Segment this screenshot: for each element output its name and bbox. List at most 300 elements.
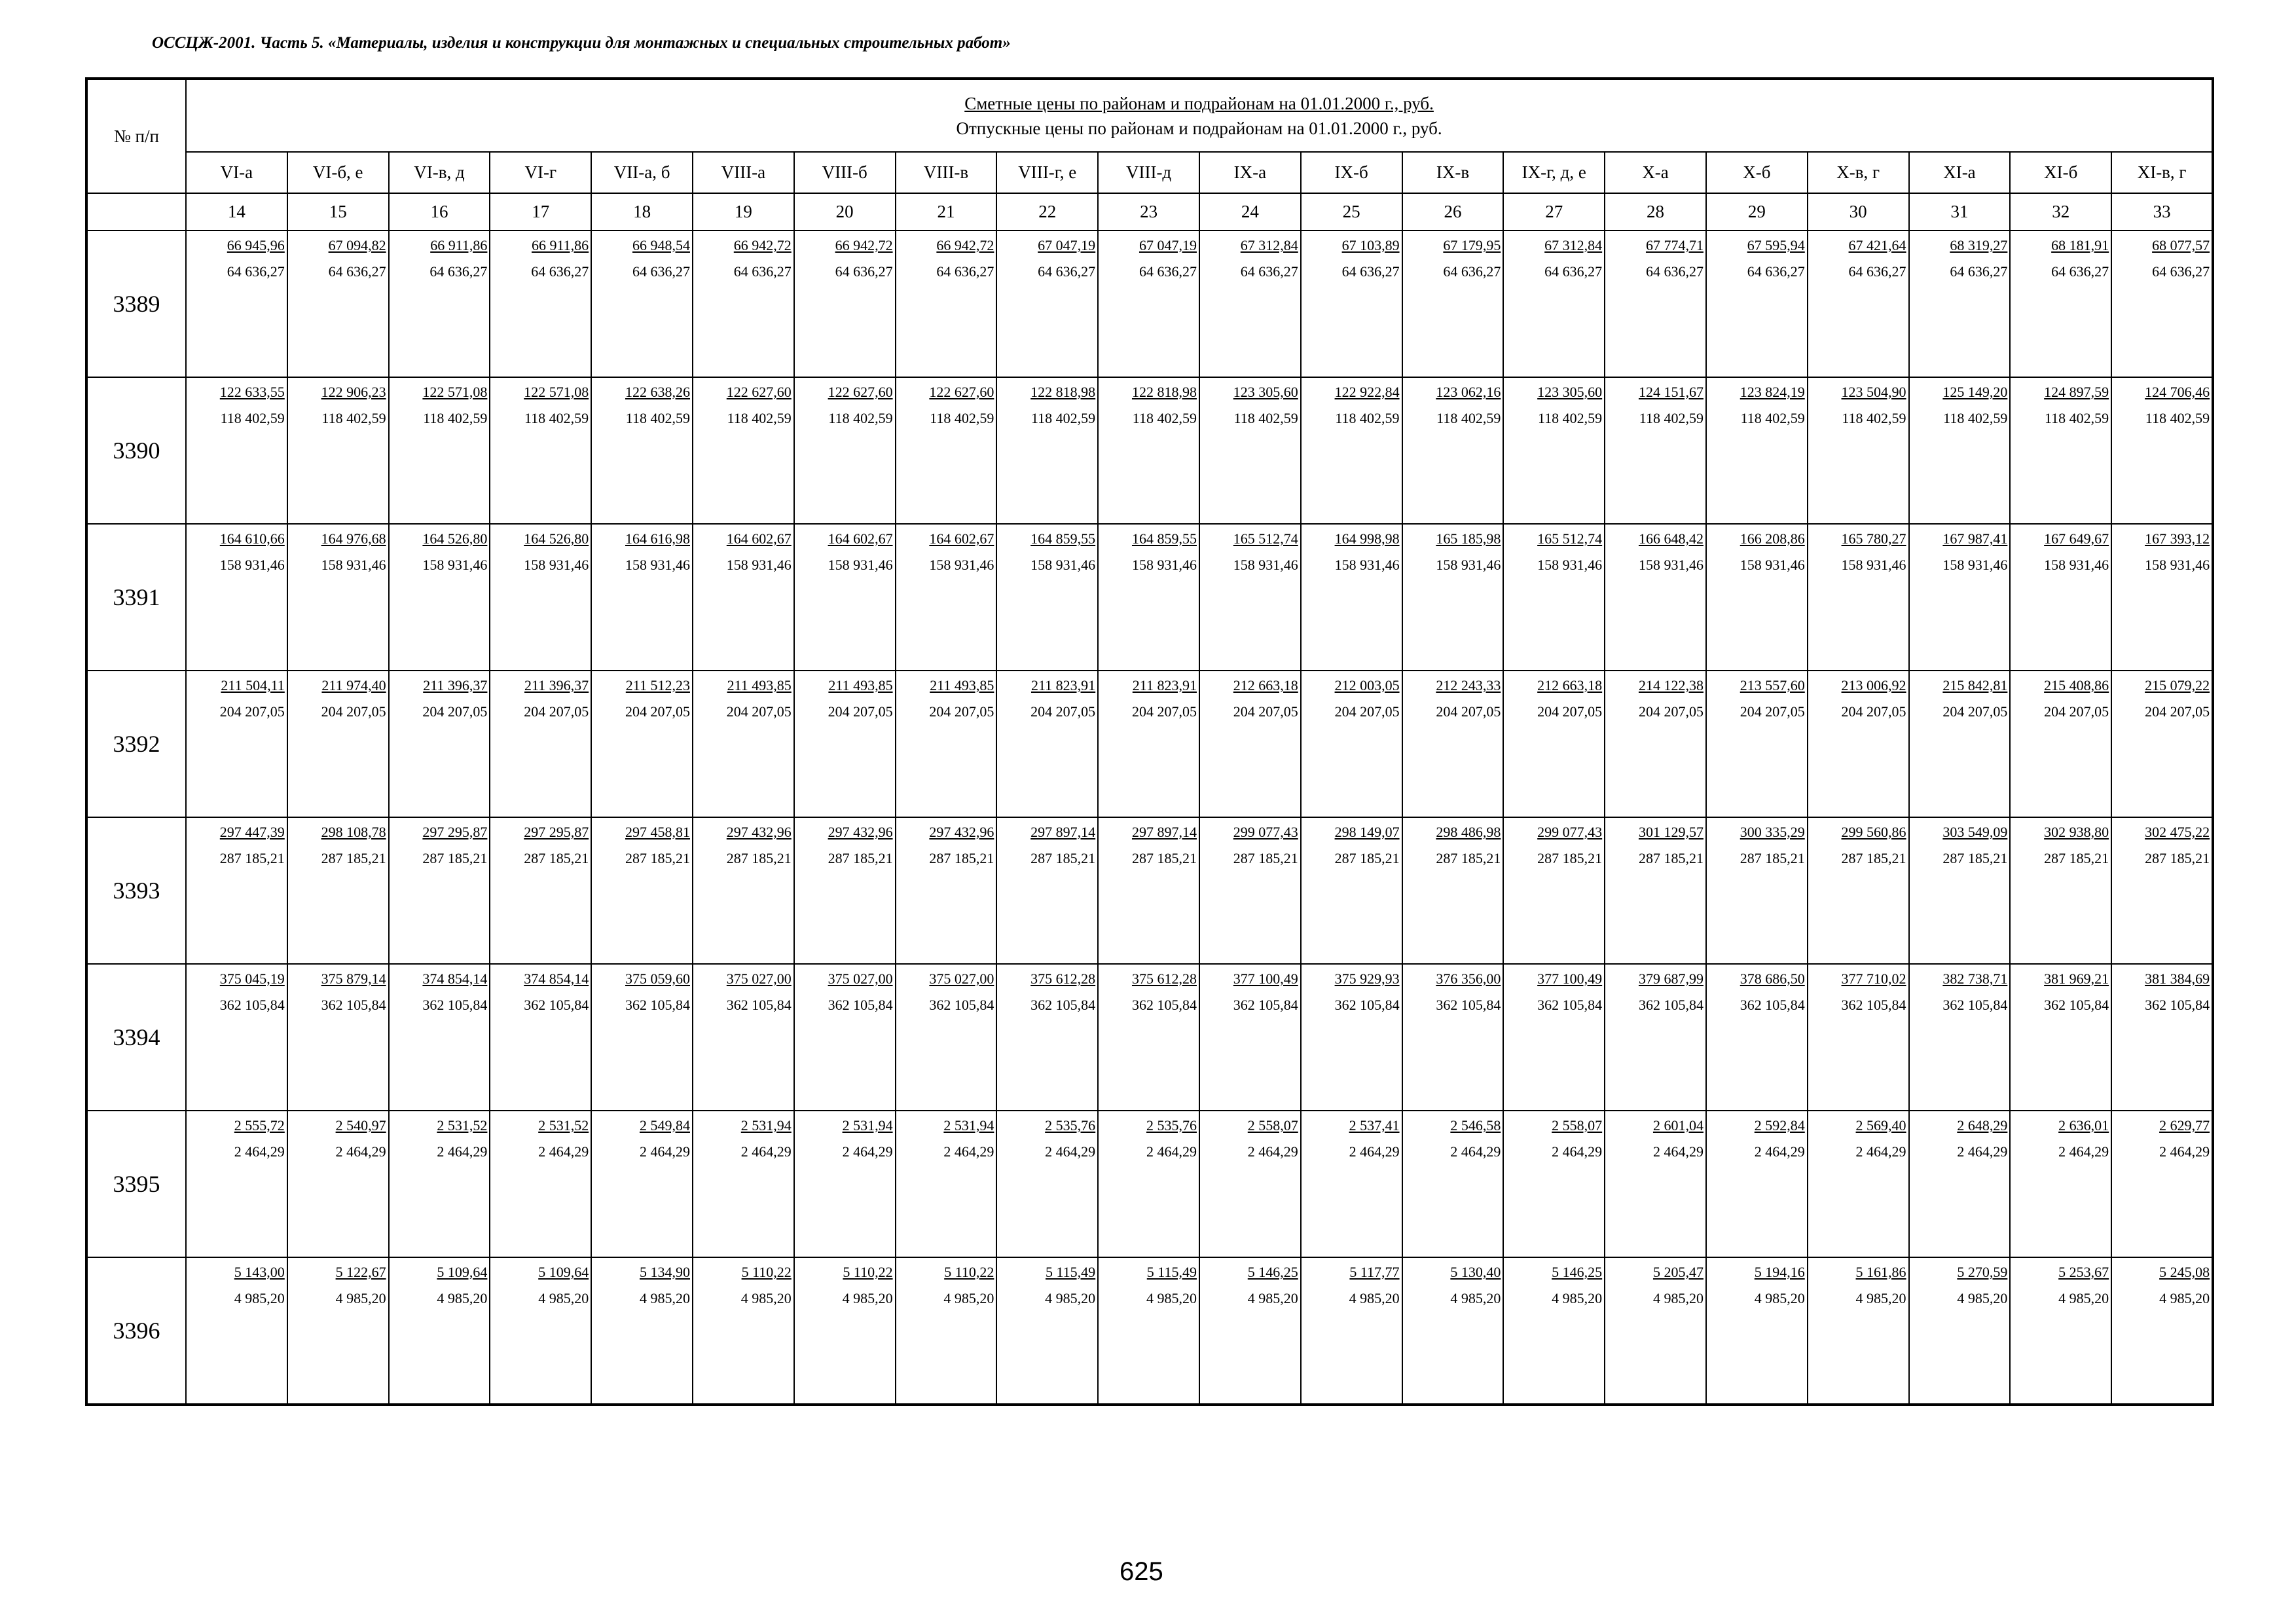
row-number: 3395 [86,1111,186,1257]
estimate-price: 375 612,28 [1030,970,1096,987]
price-cell [287,231,389,377]
column-number: 31 [1909,193,2011,231]
price-cell [490,964,591,1111]
price-cell [693,231,794,377]
release-price: 118 402,59 [828,410,893,426]
release-price: 64 636,27 [1747,263,1805,280]
price-cell [1199,377,1301,524]
title-row [86,79,2213,152]
release-price: 2 464,29 [1754,1143,1805,1160]
estimate-price: 67 047,19 [1038,237,1096,253]
price-cell [1909,524,2011,671]
estimate-price: 2 546,58 [1450,1117,1501,1134]
price-cell [1098,817,1199,964]
price-cell [2111,377,2213,524]
price-cell [1301,817,1402,964]
release-price: 362 105,84 [321,997,386,1013]
estimate-price: 213 557,60 [1740,677,1805,693]
price-cell [1605,1257,1706,1405]
release-price: 64 636,27 [632,263,690,280]
release-price: 4 985,20 [437,1290,488,1306]
column-number: 20 [794,193,896,231]
release-price: 64 636,27 [1848,263,1906,280]
column-number: 29 [1706,193,1808,231]
column-number: 28 [1605,193,1706,231]
release-price: 118 402,59 [1740,410,1805,426]
price-cell [693,524,794,671]
release-price: 4 985,20 [1146,1290,1197,1306]
release-price: 158 931,46 [1436,557,1501,573]
estimate-price: 2 531,94 [943,1117,994,1134]
release-price: 118 402,59 [1030,410,1096,426]
release-price: 2 464,29 [2058,1143,2109,1160]
price-cell [1199,1111,1301,1257]
price-cell [693,671,794,817]
estimate-price: 2 531,52 [437,1117,488,1134]
release-price: 118 402,59 [1639,410,1704,426]
estimate-price: 5 205,47 [1652,1264,1704,1280]
price-cell [2111,964,2213,1111]
price-cell [1199,1257,1301,1405]
release-price: 287 185,21 [1841,850,1906,866]
estimate-price: 5 117,77 [1349,1264,1400,1280]
estimate-price: 2 531,52 [538,1117,589,1134]
price-cell [186,1257,287,1405]
price-cell [186,964,287,1111]
estimate-price: 66 911,86 [532,237,589,253]
price-cell [896,817,997,964]
price-cell [1706,377,1808,524]
estimate-price: 66 942,72 [733,237,792,253]
price-cell [1503,524,1605,671]
price-cell [1098,671,1199,817]
price-cell [1808,964,1909,1111]
region-header: VIII-б [794,152,896,193]
estimate-price: 67 421,64 [1848,237,1906,253]
estimate-price: 212 003,05 [1334,677,1400,693]
price-cell [2111,671,2213,817]
estimate-price: 297 447,39 [219,824,285,840]
release-price: 118 402,59 [1537,410,1603,426]
estimate-price: 375 045,19 [219,970,285,987]
estimate-price: 211 823,91 [1132,677,1197,693]
release-price: 118 402,59 [2145,410,2210,426]
column-number: 14 [186,193,287,231]
region-header: VI-г [490,152,591,193]
estimate-price: 68 077,57 [2152,237,2210,253]
release-price: 204 207,05 [625,703,690,720]
release-price: 118 402,59 [1842,410,1906,426]
price-cell [996,817,1098,964]
release-price: 158 931,46 [219,557,285,573]
price-cell [287,671,389,817]
price-cell [1909,1257,2011,1405]
price-cell [287,524,389,671]
estimate-price: 298 108,78 [321,824,386,840]
row-number: 3390 [86,377,186,524]
table-row [86,1111,2213,1257]
price-cell [490,524,591,671]
release-price: 287 185,21 [1436,850,1501,866]
price-cell [996,231,1098,377]
price-cell [1301,1257,1402,1405]
estimate-price: 375 027,00 [726,970,792,987]
estimate-price: 297 432,96 [726,824,792,840]
release-price: 2 464,29 [1552,1143,1603,1160]
estimate-price: 164 859,55 [1030,530,1096,547]
estimate-price: 5 109,64 [538,1264,589,1280]
estimate-price: 2 569,40 [1855,1117,1906,1134]
price-cell [1098,231,1199,377]
row-number: 3392 [86,671,186,817]
price-cell [490,1257,591,1405]
estimate-price: 298 149,07 [1334,824,1400,840]
region-header: VIII-в [896,152,997,193]
release-price: 4 985,20 [1754,1290,1805,1306]
table-row [86,231,2213,377]
price-cell [1301,524,1402,671]
release-price: 64 636,27 [1038,263,1096,280]
estimate-price: 5 110,22 [944,1264,994,1280]
estimate-price: 302 938,80 [2044,824,2109,840]
price-cell [1706,1111,1808,1257]
estimate-price: 124 151,67 [1638,384,1704,400]
price-cell [2010,817,2111,964]
estimate-price: 122 818,98 [1131,384,1197,400]
release-price: 204 207,05 [1841,703,1906,720]
estimate-price: 2 648,29 [1957,1117,2008,1134]
release-price: 287 185,21 [1537,850,1603,866]
price-cell [1301,671,1402,817]
price-cell [1098,1111,1199,1257]
region-header: XI-а [1909,152,2011,193]
estimate-price: 377 100,49 [1233,970,1298,987]
price-cell [389,377,490,524]
price-cell [490,1111,591,1257]
price-cell [389,524,490,671]
price-cell [1098,964,1199,1111]
price-cell [1301,964,1402,1111]
price-cell [1605,671,1706,817]
release-price: 2 464,29 [1652,1143,1704,1160]
estimate-price: 166 208,86 [1740,530,1805,547]
column-number: 25 [1301,193,1402,231]
estimate-price: 164 610,66 [219,530,285,547]
release-price: 204 207,05 [2044,703,2109,720]
release-price: 64 636,27 [1139,263,1197,280]
price-cell [389,671,490,817]
estimate-price: 297 897,14 [1131,824,1197,840]
estimate-price: 165 512,74 [1233,530,1298,547]
price-cell [186,231,287,377]
release-price: 64 636,27 [1950,263,2008,280]
estimate-price: 211 974,40 [321,677,386,693]
estimate-price: 122 627,60 [726,384,792,400]
price-cell [2010,671,2111,817]
estimate-price: 164 602,67 [828,530,893,547]
price-cell [1706,671,1808,817]
estimate-price: 5 146,25 [1247,1264,1298,1280]
estimate-price: 215 079,22 [2145,677,2210,693]
release-price: 2 464,29 [234,1143,285,1160]
page-number: 625 [1120,1557,1163,1586]
region-header: VIII-г, е [996,152,1098,193]
column-number: 33 [2111,193,2213,231]
release-price: 204 207,05 [1740,703,1805,720]
price-cell [794,964,896,1111]
price-cell [1503,1257,1605,1405]
release-price: 362 105,84 [1334,997,1400,1013]
estimate-price: 377 710,02 [1841,970,1906,987]
price-cell [186,671,287,817]
price-cell [389,1257,490,1405]
estimate-price: 379 687,99 [1638,970,1704,987]
release-price: 118 402,59 [1943,410,2008,426]
release-price: 158 931,46 [726,557,792,573]
estimate-price: 299 077,43 [1233,824,1298,840]
price-cell [490,817,591,964]
estimate-price: 375 027,00 [828,970,893,987]
estimate-price: 211 396,37 [524,677,589,693]
price-cell [1909,377,2011,524]
price-cell [1503,817,1605,964]
price-cell [2111,1111,2213,1257]
price-cell [896,671,997,817]
release-price: 4 985,20 [234,1290,285,1306]
release-price: 362 105,84 [929,997,994,1013]
release-price: 64 636,27 [429,263,488,280]
release-price: 118 402,59 [727,410,792,426]
release-price: 64 636,27 [1443,263,1501,280]
release-price: 64 636,27 [1544,263,1603,280]
release-price: 287 185,21 [929,850,994,866]
estimate-price: 164 616,98 [625,530,690,547]
table-row [86,964,2213,1111]
release-price: 2 464,29 [1045,1143,1096,1160]
column-number-row [86,193,2213,231]
price-cell [794,1257,896,1405]
price-cell [896,1257,997,1405]
release-price: 118 402,59 [220,410,285,426]
estimate-price: 297 295,87 [422,824,488,840]
release-price: 64 636,27 [1240,263,1298,280]
release-price: 362 105,84 [1942,997,2008,1013]
release-price: 362 105,84 [219,997,285,1013]
estimate-price: 375 059,60 [625,970,690,987]
estimate-price: 165 512,74 [1537,530,1603,547]
price-cell [896,524,997,671]
estimate-price: 302 475,22 [2145,824,2210,840]
release-price: 2 464,29 [1146,1143,1197,1160]
estimate-price: 122 638,26 [625,384,690,400]
estimate-price: 298 486,98 [1436,824,1501,840]
column-number: 23 [1098,193,1199,231]
release-price: 4 985,20 [1045,1290,1096,1306]
price-cell [287,964,389,1111]
price-cell [2010,377,2111,524]
price-cell [794,524,896,671]
price-cell [794,377,896,524]
release-price: 158 931,46 [1233,557,1298,573]
price-cell [1808,1257,1909,1405]
price-cell [996,1111,1098,1257]
price-cell [693,1111,794,1257]
price-cell [794,671,896,817]
estimate-price: 303 549,09 [1942,824,2008,840]
estimate-price: 164 998,98 [1334,530,1400,547]
estimate-price: 5 143,00 [234,1264,285,1280]
estimate-price: 67 094,82 [328,237,386,253]
release-price: 64 636,27 [936,263,994,280]
estimate-price: 374 854,14 [524,970,589,987]
estimate-price: 5 194,16 [1754,1264,1805,1280]
release-price: 118 402,59 [1233,410,1298,426]
release-price: 158 931,46 [1638,557,1704,573]
estimate-price: 211 493,85 [828,677,893,693]
estimate-price: 165 780,27 [1841,530,1906,547]
estimate-price: 2 636,01 [2058,1117,2109,1134]
release-price: 2 464,29 [740,1143,792,1160]
release-price: 362 105,84 [1740,997,1805,1013]
release-price: 2 464,29 [1247,1143,1298,1160]
estimate-price: 5 110,22 [741,1264,792,1280]
estimate-price: 164 602,67 [726,530,792,547]
price-cell [1909,231,2011,377]
region-row [86,152,2213,193]
price-cell [389,817,490,964]
column-number: 21 [896,193,997,231]
price-cell [1199,524,1301,671]
estimate-price: 123 305,60 [1233,384,1298,400]
region-header: VI-б, е [287,152,389,193]
price-cell [1808,1111,1909,1257]
price-cell [287,817,389,964]
release-price: 158 931,46 [321,557,386,573]
estimate-price: 215 842,81 [1942,677,2008,693]
price-cell [2111,231,2213,377]
price-cell [996,1257,1098,1405]
release-price: 204 207,05 [1436,703,1501,720]
release-price: 204 207,05 [1942,703,2008,720]
estimate-price: 167 649,67 [2044,530,2109,547]
column-number: 30 [1808,193,1909,231]
estimate-price: 5 130,40 [1450,1264,1501,1280]
release-price: 287 185,21 [625,850,690,866]
price-cell [1098,1257,1199,1405]
release-price: 118 402,59 [2044,410,2109,426]
estimate-price: 2 549,84 [639,1117,690,1134]
region-header: X-в, г [1808,152,1909,193]
region-header: VIII-д [1098,152,1199,193]
estimate-price: 2 537,41 [1349,1117,1400,1134]
region-header: XI-б [2010,152,2111,193]
price-cell [490,671,591,817]
price-cell [794,1111,896,1257]
estimate-price: 300 335,29 [1740,824,1805,840]
estimate-price: 299 560,86 [1841,824,1906,840]
release-price: 204 207,05 [524,703,589,720]
release-price: 362 105,84 [1131,997,1197,1013]
price-cell [1706,964,1808,1111]
estimate-price: 124 706,46 [2145,384,2210,400]
price-table [85,77,2214,1406]
price-cell [693,964,794,1111]
release-price: 287 185,21 [828,850,893,866]
estimate-price: 299 077,43 [1537,824,1603,840]
release-price: 2 464,29 [1349,1143,1400,1160]
release-price: 362 105,84 [2044,997,2109,1013]
price-cell [186,1111,287,1257]
release-price: 287 185,21 [726,850,792,866]
price-cell [591,377,693,524]
column-number: 18 [591,193,693,231]
price-cell [186,524,287,671]
region-header: VII-а, б [591,152,693,193]
price-cell [1199,964,1301,1111]
region-header: VIII-а [693,152,794,193]
estimate-price: 2 535,76 [1045,1117,1096,1134]
estimate-price: 215 408,86 [2044,677,2109,693]
release-price: 118 402,59 [524,410,589,426]
price-cell [1605,1111,1706,1257]
release-price: 158 931,46 [2044,557,2109,573]
price-cell [1098,377,1199,524]
estimate-price: 124 897,59 [2044,384,2109,400]
estimate-price: 381 384,69 [2145,970,2210,987]
estimate-price: 122 571,08 [524,384,589,400]
table-row [86,377,2213,524]
release-price: 2 464,29 [943,1143,994,1160]
estimate-price: 2 592,84 [1754,1117,1805,1134]
release-price: 4 985,20 [1349,1290,1400,1306]
price-cell [1605,231,1706,377]
price-cell [2010,1111,2111,1257]
price-cell [287,377,389,524]
release-price: 204 207,05 [929,703,994,720]
release-price: 158 931,46 [2145,557,2210,573]
price-cell [896,1111,997,1257]
release-price: 158 931,46 [1030,557,1096,573]
price-cell [1503,377,1605,524]
estimate-price: 297 458,81 [625,824,690,840]
estimate-price: 122 571,08 [422,384,488,400]
region-header: IX-а [1199,152,1301,193]
estimate-price: 297 432,96 [828,824,893,840]
estimate-price: 2 629,77 [2159,1117,2210,1134]
release-price: 204 207,05 [1334,703,1400,720]
estimate-price: 211 823,91 [1030,677,1096,693]
release-price: 362 105,84 [2145,997,2210,1013]
release-price: 362 105,84 [1436,997,1501,1013]
estimate-price: 67 595,94 [1747,237,1805,253]
estimate-price: 164 526,80 [422,530,488,547]
release-price: 2 464,29 [538,1143,589,1160]
row-number: 3396 [86,1257,186,1405]
estimate-price: 167 393,12 [2145,530,2210,547]
price-cell [1605,377,1706,524]
row-number: 3394 [86,964,186,1111]
release-price: 2 464,29 [437,1143,488,1160]
estimate-price: 297 897,14 [1030,824,1096,840]
estimate-price: 122 922,84 [1334,384,1400,400]
title-estimate: Сметные цены по районам и подрайонам на 01.01.2000 г., руб. [964,93,1434,113]
estimate-price: 166 648,42 [1638,530,1704,547]
estimate-price: 164 526,80 [524,530,589,547]
release-price: 204 207,05 [219,703,285,720]
column-number: 19 [693,193,794,231]
price-cell [1706,817,1808,964]
price-cell [1808,671,1909,817]
